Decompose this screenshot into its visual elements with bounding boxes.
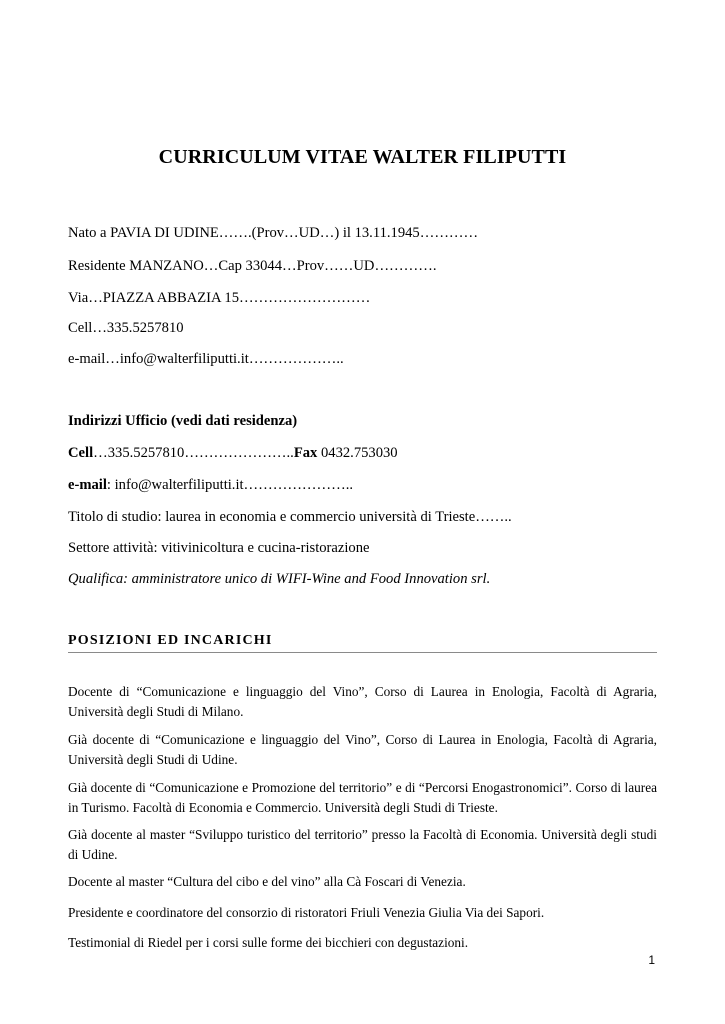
office-heading: Indirizzi Ufficio (vedi dati residenza) <box>68 413 298 429</box>
position-item: Docente al master “Cultura del cibo e del vino” alla Cà Foscari di Venezia. <box>68 874 466 889</box>
position-item: Testimonial di Riedel per i corsi sulle forme dei bicchieri con degustazioni. <box>68 935 469 950</box>
page-number: 1 <box>648 953 655 967</box>
office-cell-label: Cell <box>68 445 94 461</box>
street-line: Via…PIAZZA ABBAZIA 15……………………… <box>68 290 371 306</box>
office-email-value: : info@walterfiliputti.it………………….. <box>106 477 354 493</box>
email-line: e-mail…info@walterfiliputti.it……………….. <box>68 351 344 367</box>
position-item: Già docente di “Comunicazione e Promozione del territorio” e di “Percorsi Enogastronomici”. Corso di laurea in Turismo. Facoltà di Economia e Commercio. Università degli Studi di Trieste. <box>68 780 657 815</box>
birth-line: Nato a PAVIA DI UDINE…….(Prov…UD…) il 13.11.1945………… <box>68 225 479 241</box>
office-cell-value: …335.5257810………………….. <box>93 445 294 461</box>
sector-line: Settore attività: vitivinicoltura e cucina-ristorazione <box>68 540 370 556</box>
position-item: Già docente al master “Sviluppo turistico del territorio” presso la Facoltà di Economia. Università degli studi di Udine. <box>68 827 657 862</box>
residence-line: Residente MANZANO…Cap 33044…Prov……UD…………. <box>68 258 437 274</box>
position-item: Docente di “Comunicazione e linguaggio del Vino”, Corso di Laurea in Enologia, Facoltà di Agraria, Università degli Studi di Milano. <box>68 684 657 719</box>
office-fax-value: 0432.753030 <box>317 445 398 461</box>
cell-line: Cell…335.5257810 <box>68 320 184 336</box>
document-title: CURRICULUM VITAE WALTER FILIPUTTI <box>158 146 567 168</box>
office-contact-line <box>68 444 398 462</box>
office-fax-label: Fax <box>293 445 318 461</box>
position-item: Presidente e coordinatore del consorzio di ristoratori Friuli Venezia Giulia Via dei Sapori. <box>68 905 545 920</box>
qualification-line: Qualifica: amministratore unico di WIFI-Wine and Food Innovation srl. <box>68 571 491 587</box>
office-email-line <box>68 476 353 494</box>
office-email-label: e-mail <box>68 477 107 493</box>
position-item: Già docente di “Comunicazione e linguaggio del Vino”, Corso di Laurea in Enologia, Facoltà di Agraria, Università degli Studi di Udine. <box>68 732 657 767</box>
positions-heading: POSIZIONI ED INCARICHI <box>68 632 657 653</box>
degree-line: Titolo di studio: laurea in economia e commercio università di Trieste…….. <box>68 509 512 525</box>
